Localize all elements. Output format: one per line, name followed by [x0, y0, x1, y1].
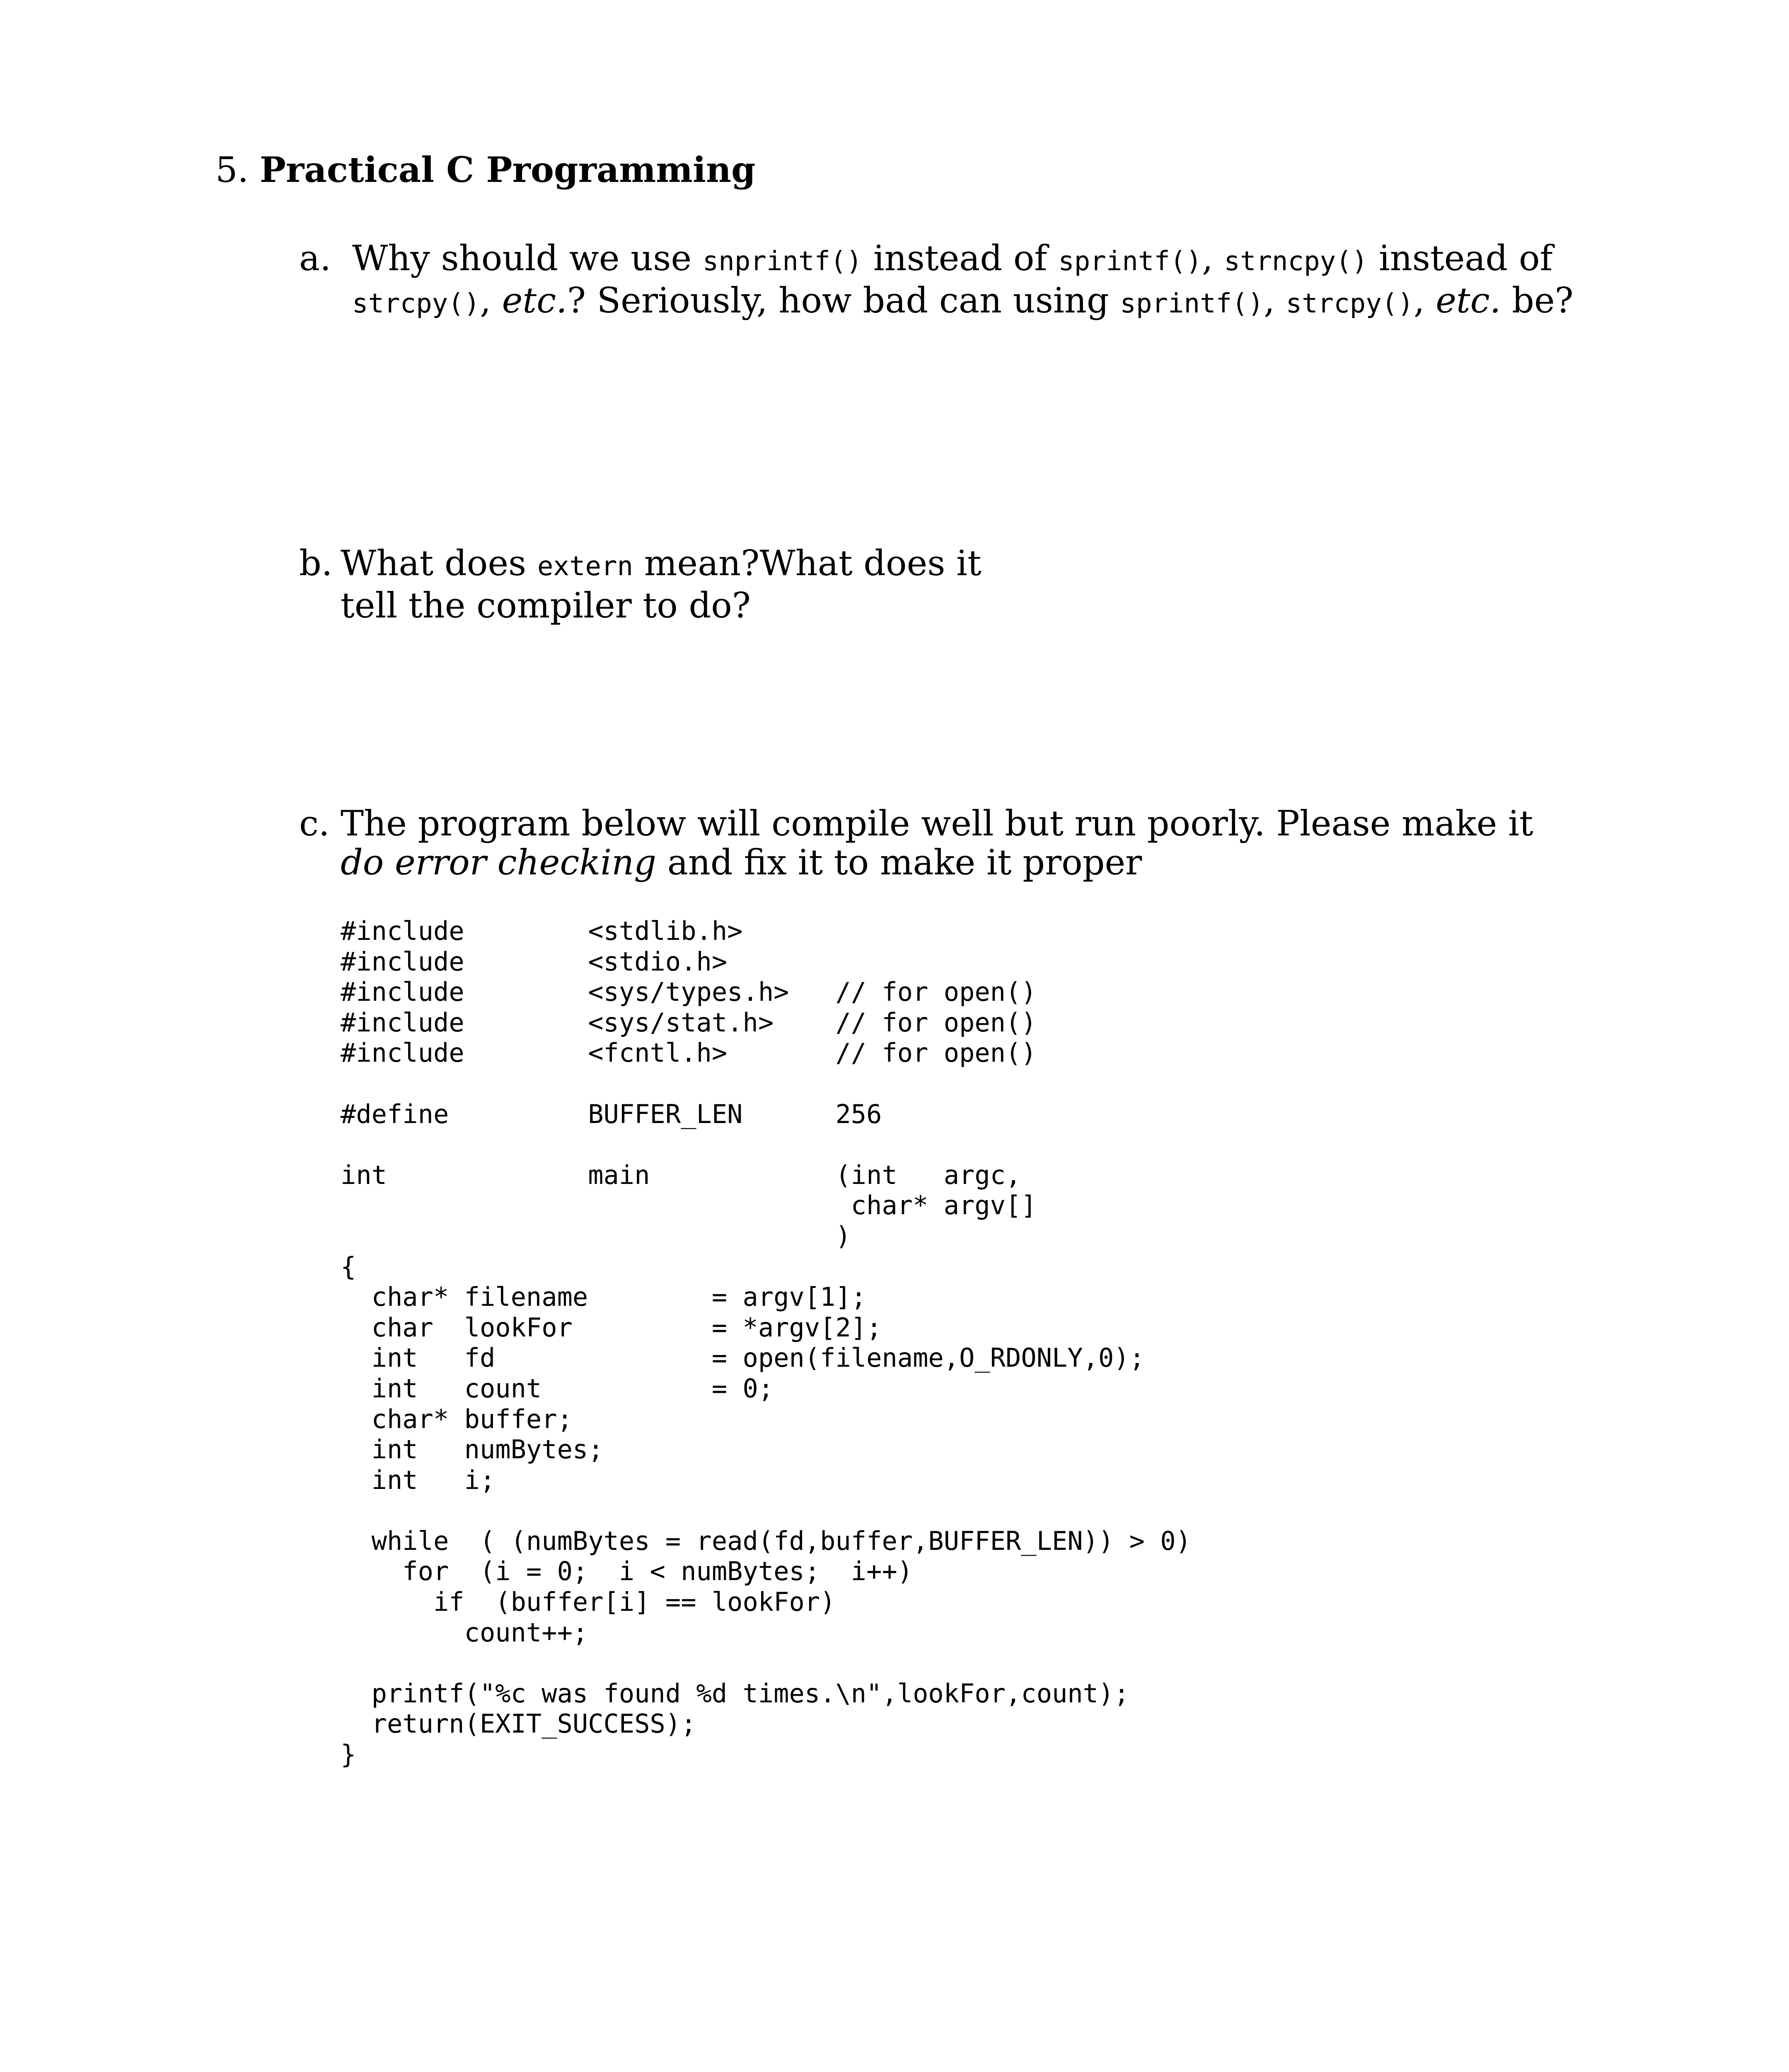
code-line: int numBytes;: [341, 1434, 604, 1465]
code-line: [341, 1648, 1191, 1678]
text-span: and fix it to make it proper: [656, 842, 1142, 883]
text-span: What does: [341, 543, 537, 583]
code-line: int count = 0;: [341, 1373, 774, 1404]
text-span: ,: [1202, 238, 1224, 278]
code-line: [341, 1068, 1191, 1099]
code-line: printf("%c was found %d times.\n",lookFor,count);: [341, 1678, 1129, 1709]
question-b-line-1: [341, 544, 982, 586]
code-line: for (i = 0; i < numBytes; i++): [341, 1556, 913, 1587]
question-a-letter: a.: [299, 238, 331, 278]
code-strncpy: strncpy(): [1224, 246, 1368, 277]
code-line: if (buffer[i] == lookFor): [341, 1587, 836, 1617]
question-b-text: [341, 544, 982, 625]
code-line: ): [341, 1220, 851, 1251]
section-title: Practical C Programming: [259, 149, 756, 190]
text-span: ,: [1264, 280, 1286, 321]
code-line: #include <stdio.h>: [341, 946, 728, 977]
question-a-line-2: [352, 281, 1574, 323]
code-line: char* buffer;: [341, 1404, 573, 1434]
code-line: {: [341, 1251, 356, 1282]
code-line: int i;: [341, 1464, 496, 1495]
section-heading: [215, 151, 756, 189]
text-span: Why should we use: [352, 238, 703, 278]
emphasis-etc: etc.: [1436, 280, 1501, 321]
code-line: while ( (numBytes = read(fd,buffer,BUFFER_LEN)) > 0): [341, 1525, 1191, 1556]
text-span: ,: [1413, 280, 1436, 321]
code-listing: [341, 916, 1191, 1770]
code-line: [341, 1495, 1191, 1526]
code-line: [341, 1129, 1191, 1160]
code-line: }: [341, 1739, 356, 1770]
text-span: be?: [1501, 280, 1574, 321]
question-c-line-2: [341, 843, 1533, 882]
code-line: char* filename = argv[1];: [341, 1282, 867, 1312]
question-c-line-1: The program below will compile well but run poorly. Please make it: [341, 803, 1533, 844]
code-line: #include <stdlib.h>: [341, 916, 743, 946]
code-line: #include <sys/types.h> // for open(): [341, 977, 1037, 1007]
question-c-text: [341, 804, 1533, 882]
question-b-line-2: tell the compiler to do?: [341, 585, 751, 626]
question-a-line-1: [352, 239, 1574, 281]
code-strcpy: strcpy(): [1286, 288, 1414, 319]
emphasis-etc: etc.: [502, 280, 567, 321]
text-span: mean?What does it: [633, 543, 982, 583]
question-c-letter: c.: [299, 803, 330, 844]
section-number: 5.: [215, 150, 249, 190]
code-line: int main (int argc,: [341, 1159, 1021, 1190]
code-strcpy: strcpy(): [352, 288, 480, 319]
code-line: #define BUFFER_LEN 256: [341, 1099, 882, 1129]
code-snprintf: snprintf(): [702, 246, 863, 277]
code-line: return(EXIT_SUCCESS);: [341, 1709, 696, 1739]
code-line: char* argv[]: [341, 1190, 1037, 1221]
code-line: #include <fcntl.h> // for open(): [341, 1038, 1037, 1068]
code-sprintf: sprintf(): [1058, 246, 1202, 277]
question-b-letter: b.: [299, 543, 333, 583]
emphasis-error-checking: do error checking: [341, 842, 657, 883]
question-a-text: [352, 239, 1574, 323]
text-span: instead of: [862, 238, 1059, 278]
code-line: count++;: [341, 1617, 588, 1648]
text-span: ? Seriously, how bad can using: [567, 280, 1120, 321]
text-span: ,: [480, 280, 502, 321]
text-span: instead of: [1368, 238, 1553, 278]
code-sprintf: sprintf(): [1120, 288, 1264, 319]
code-extern: extern: [537, 551, 633, 582]
code-line: int fd = open(filename,O_RDONLY,0);: [341, 1343, 1145, 1373]
code-line: #include <sys/stat.h> // for open(): [341, 1007, 1037, 1038]
code-line: char lookFor = *argv[2];: [341, 1312, 882, 1343]
